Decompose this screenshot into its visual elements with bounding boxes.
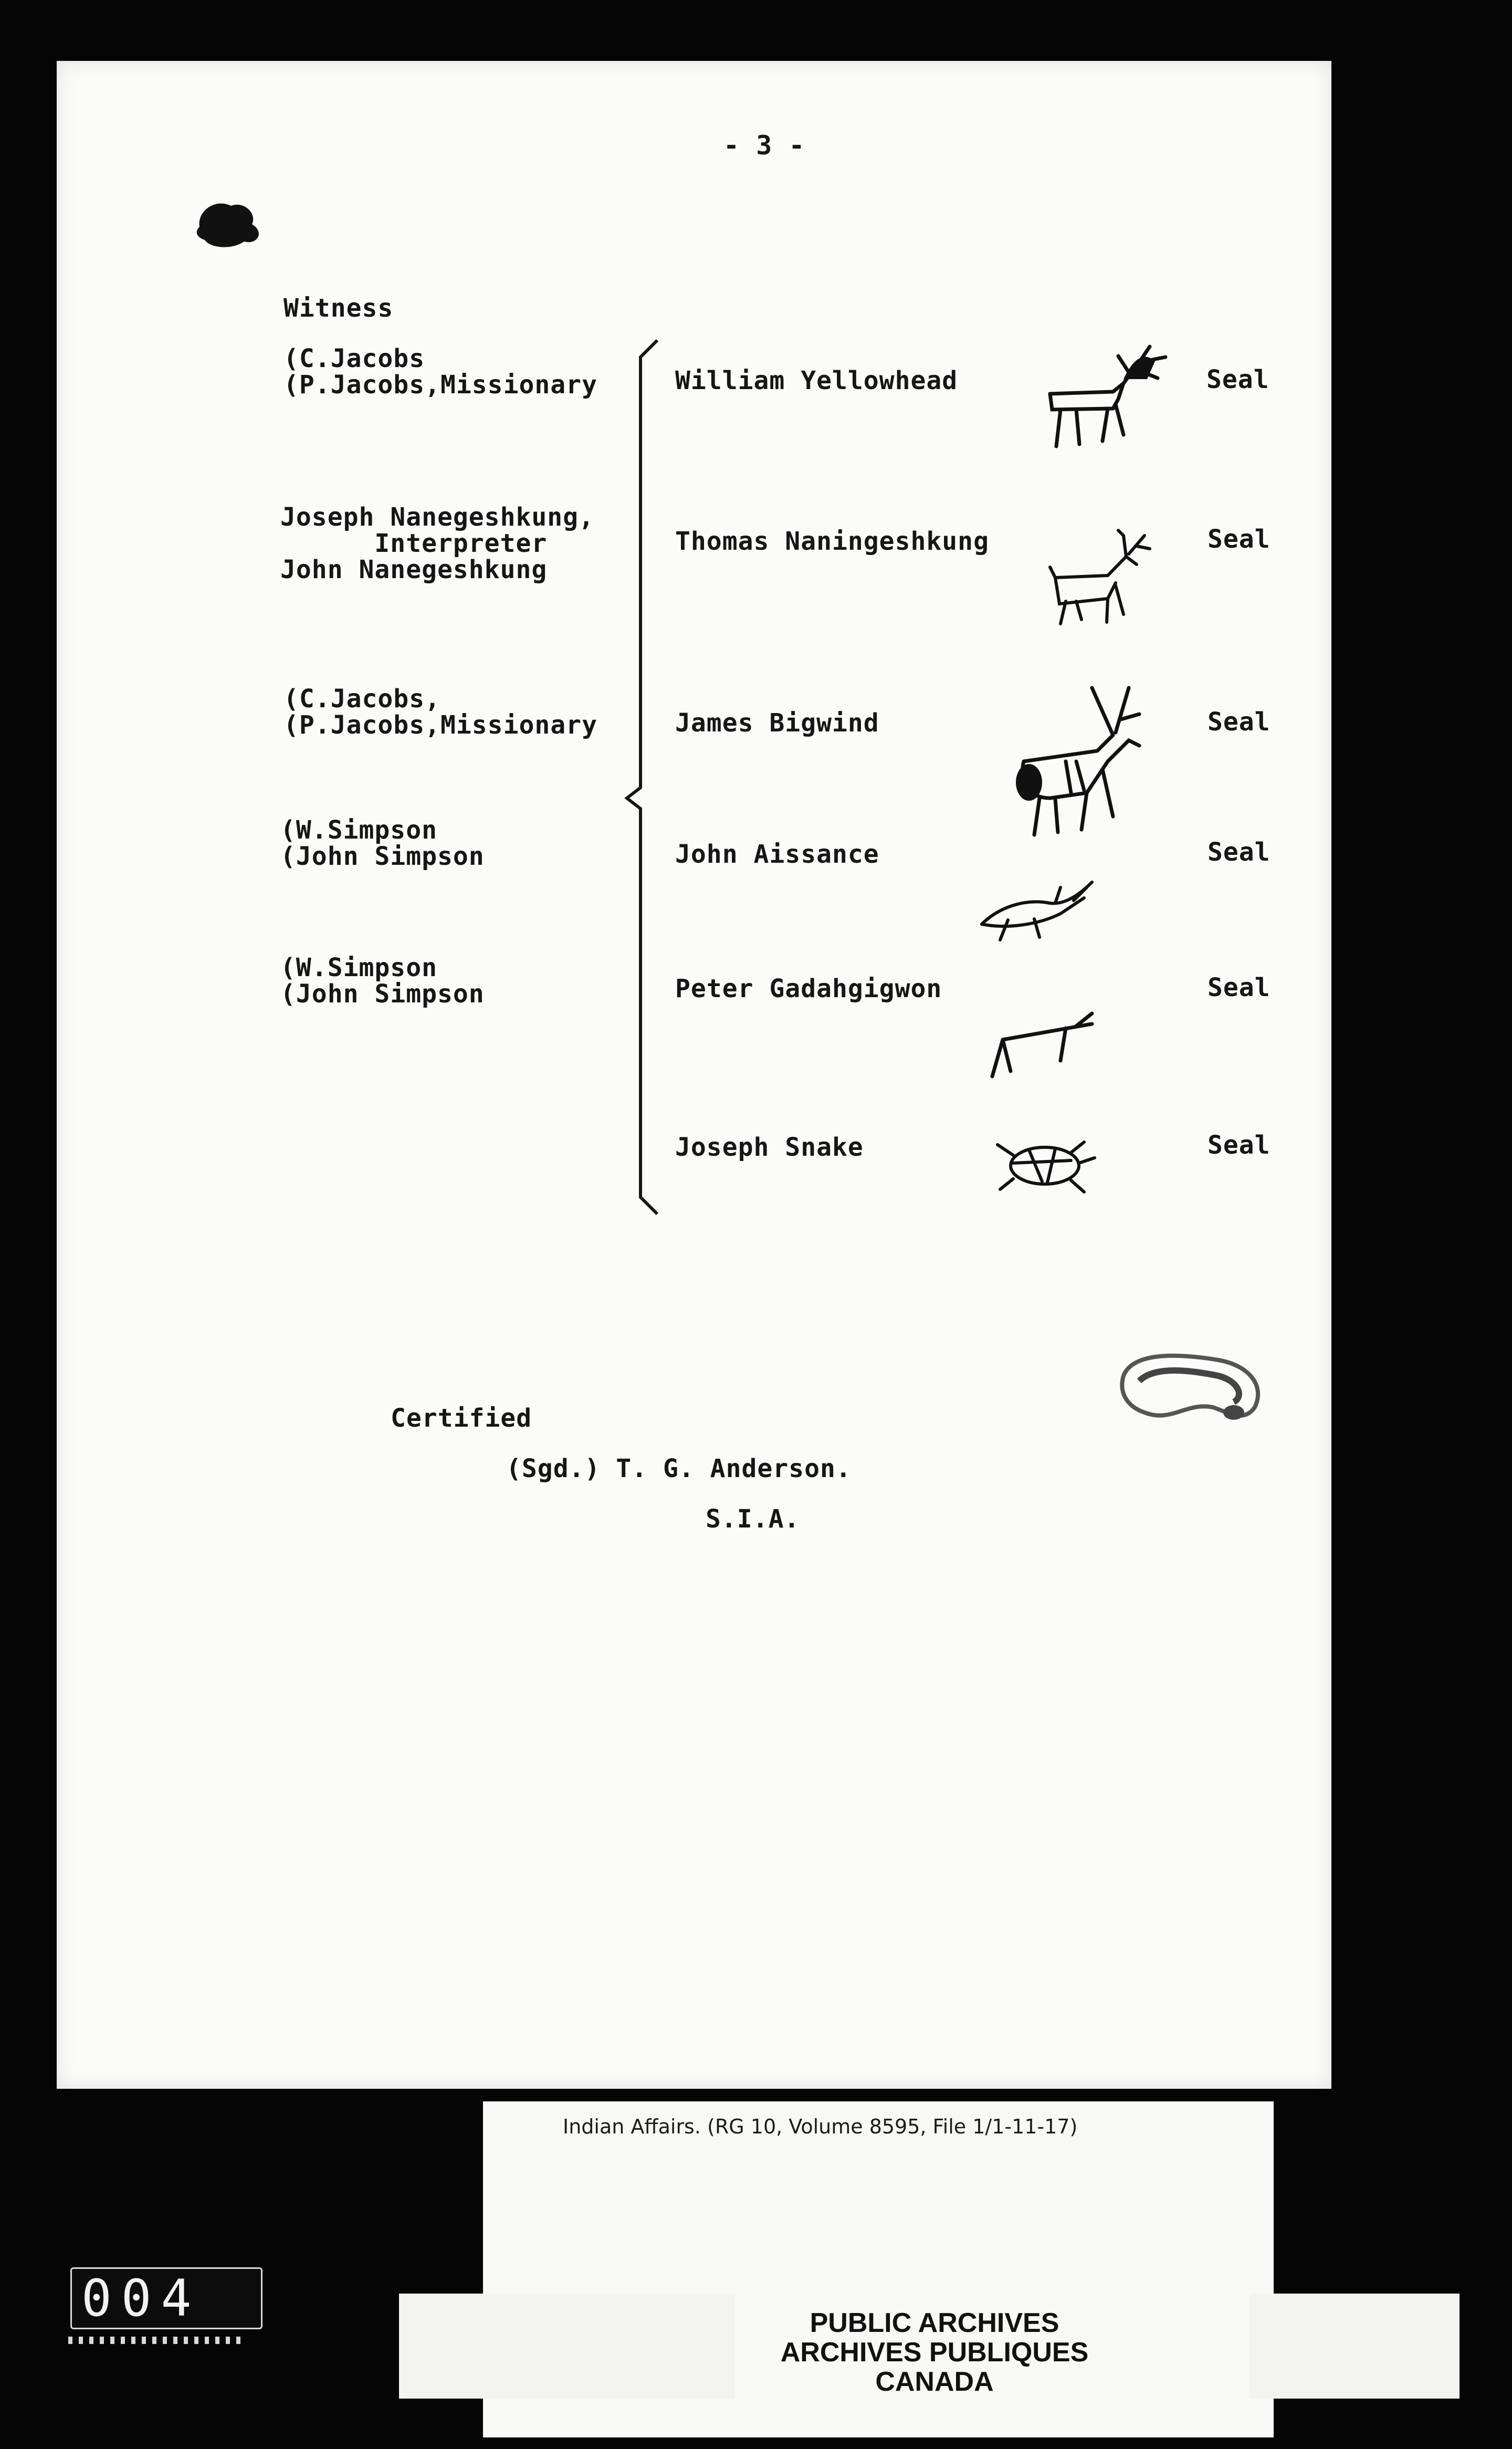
frame-counter: [70, 2267, 262, 2329]
deer-totem-mark-icon: [1045, 525, 1171, 630]
witness-line: (W.Simpson: [280, 815, 437, 845]
signatory-name: James Bigwind: [675, 708, 879, 738]
signed-by-line: (Sgd.) T. G. Anderson.: [506, 1454, 852, 1483]
signatory-name: William Yellowhead: [675, 366, 958, 395]
elk-totem-mark-icon: [1008, 683, 1181, 840]
turtle-totem-mark-icon: [992, 1134, 1097, 1197]
archive-reference: Indian Affairs. (RG 10, Volume 8595, File 1/1-11-17): [563, 2115, 1078, 2138]
seal-label: Seal: [1208, 1131, 1270, 1160]
witness-line: (P.Jacobs,Missionary: [284, 710, 597, 740]
seal-label: Seal: [1208, 707, 1270, 737]
signatory-name: Joseph Snake: [675, 1133, 864, 1162]
wax-seal-icon: [1113, 1344, 1270, 1449]
seal-label: Seal: [1208, 838, 1270, 867]
caribou-totem-mark-icon: [1045, 341, 1176, 457]
signed-title: S.I.A.: [706, 1504, 800, 1534]
archive-stamp-strip-right: [1250, 2294, 1460, 2399]
witness-line: John Nanegeshkung: [280, 555, 548, 584]
frame-ruler: [68, 2337, 247, 2344]
witness-header: Witness: [284, 294, 394, 323]
witness-line: (John Simpson: [280, 842, 485, 871]
certified-label: Certified: [391, 1404, 532, 1433]
archive-stamp-line: ARCHIVES PUBLIQUES: [780, 2337, 1089, 2368]
ink-blot-icon: [194, 195, 268, 253]
witness-line: (C.Jacobs,: [284, 684, 440, 714]
archive-stamp: [746, 2308, 1124, 2396]
witness-line: (W.Simpson: [280, 953, 437, 982]
seal-label: Seal: [1206, 365, 1269, 394]
signatory-name: Peter Gadahgigwon: [675, 974, 942, 1003]
witness-line: (P.Jacobs,Missionary: [284, 370, 597, 400]
archive-stamp-line: PUBLIC ARCHIVES: [810, 2308, 1059, 2338]
archive-stamp-line: CANADA: [875, 2367, 994, 2397]
witness-line: Joseph Nanegeshkung,: [280, 503, 594, 532]
page-number: - 3 -: [723, 130, 805, 161]
witness-line: Interpreter: [280, 529, 548, 558]
fish-totem-mark-icon: [976, 872, 1097, 945]
frame-counter-value: 004: [81, 2269, 201, 2328]
signatory-name: Thomas Naningeshkung: [675, 527, 989, 556]
signatory-name: John Aissance: [675, 840, 879, 869]
seal-label: Seal: [1208, 525, 1270, 554]
witness-line: (C.Jacobs: [284, 344, 425, 373]
witness-line: (John Simpson: [280, 979, 485, 1009]
archive-stamp-strip-left: [399, 2294, 735, 2399]
animal-stick-totem-mark-icon: [987, 1008, 1102, 1087]
signature-brace: [620, 336, 667, 1218]
seal-label: Seal: [1208, 973, 1270, 1002]
